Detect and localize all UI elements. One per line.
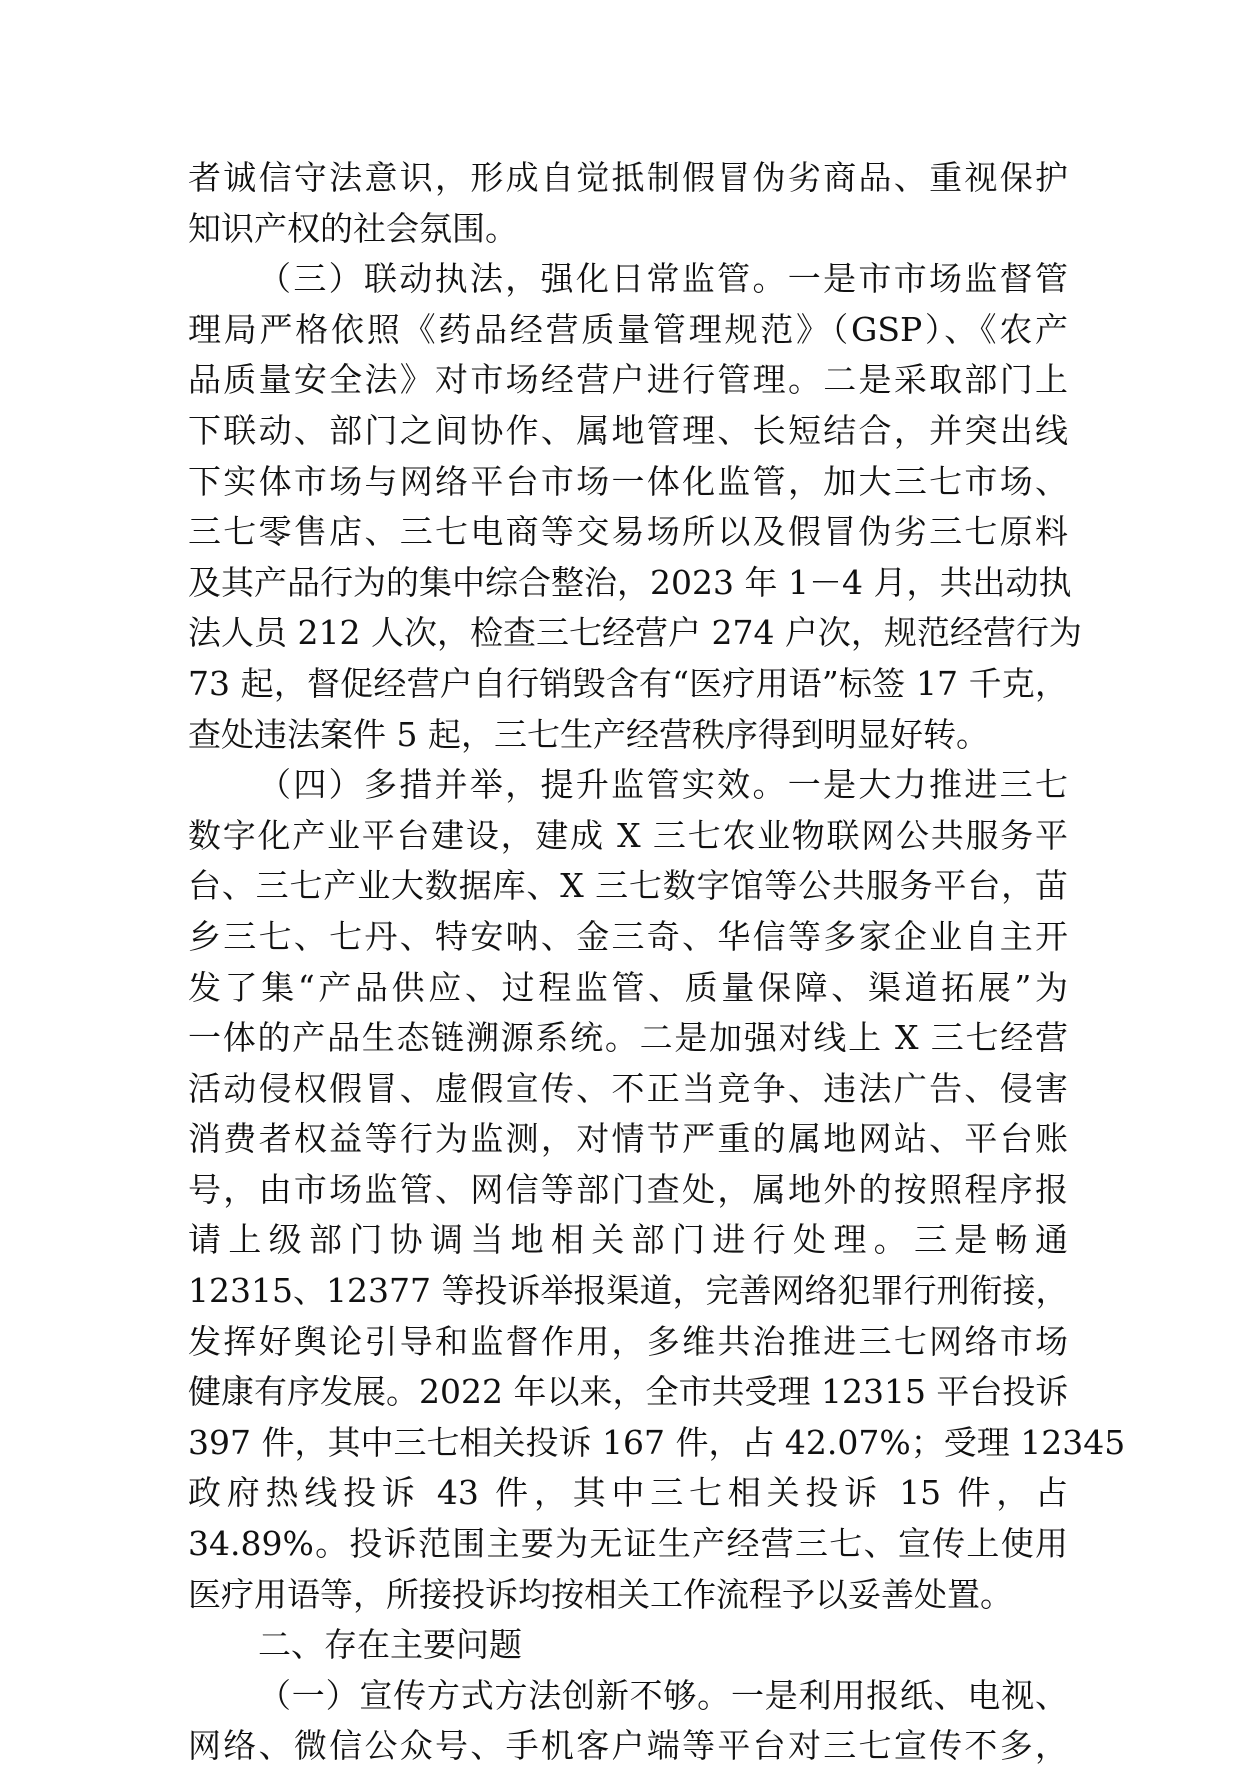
text-line: 健康有序发展。2022 年以来，全市共受理 12315 平台投诉 <box>188 1372 1069 1412</box>
text-line: 理局严格依照《药品经营质量管理规范》（GSP）、《农产 <box>188 309 1068 349</box>
text-line: 台、三七产业大数据库、X 三七数字馆等公共服务平台，苗 <box>188 866 1068 906</box>
text-line: 号，由市场监管、网信等部门查处，属地外的按照程序报 <box>188 1169 1068 1209</box>
text-line: 乡三七、七丹、特安呐、金三奇、华信等多家企业自主开 <box>188 916 1068 956</box>
chapter-heading: 二、存在主要问题 <box>258 1625 522 1665</box>
section-heading-3: （三）联动执法，强化日常监管。一是市市场监督管 <box>258 259 1068 299</box>
text-line: 下实体市场与网络平台市场一体化监管，加大三七市场、 <box>188 461 1068 501</box>
text-line: 一体的产品生态链溯源系统。二是加强对线上 X 三七经营 <box>188 1018 1068 1058</box>
text-line: 73 起，督促经营户自行销毁含有“医疗用语”标签 17 千克， <box>188 663 1068 703</box>
text-line: 请上级部门协调当地相关部门进行处理。三是畅通 <box>188 1220 1068 1260</box>
text-line: 34.89%。投诉范围主要为无证生产经营三七、宣传上使用 <box>188 1524 1068 1564</box>
text-line: 医疗用语等，所接投诉均按相关工作流程予以妥善处置。 <box>188 1574 1013 1614</box>
body-text <box>188 153 1126 1772</box>
text-line: 政府热线投诉 43 件，其中三七相关投诉 15 件，占 <box>188 1473 1068 1513</box>
text-line: 查处违法案件 5 起，三七生产经营秩序得到明显好转。 <box>188 714 989 754</box>
text-line: 网络、微信公众号、手机客户端等平台对三七宣传不多， <box>188 1726 1068 1766</box>
section-heading-4: （四）多措并举，提升监管实效。一是大力推进三七 <box>258 765 1068 805</box>
text-line: 品质量安全法》对市场经营户进行管理。二是采取部门上 <box>188 360 1068 400</box>
text-line: 消费者权益等行为监测，对情节严重的属地网站、平台账 <box>188 1119 1068 1159</box>
text-line: 发了集“产品供应、过程监管、质量保障、渠道拓展”为 <box>188 967 1068 1007</box>
text-line: 发挥好舆论引导和监督作用，多维共治推进三七网络市场 <box>188 1321 1068 1361</box>
text-line: 活动侵权假冒、虚假宣传、不正当竞争、违法广告、侵害 <box>188 1068 1068 1108</box>
text-line: 法人员 212 人次，检查三七经营户 274 户次，规范经营行为 <box>188 613 1082 653</box>
section-heading-1: （一）宣传方式方法创新不够。一是利用报纸、电视、 <box>258 1675 1068 1715</box>
text-line: 知识产权的社会氛围。 <box>188 208 518 248</box>
text-line: 数字化产业平台建设，建成 X 三七农业物联网公共服务平 <box>188 815 1068 855</box>
text-line: 及其产品行为的集中综合整治，2023 年 1－4 月，共出动执 <box>188 562 1072 602</box>
text-line: 者诚信守法意识，形成自觉抵制假冒伪劣商品、重视保护 <box>188 158 1068 197</box>
text-line: 下联动、部门之间协作、属地管理、长短结合，并突出线 <box>188 410 1068 450</box>
text-line: 397 件，其中三七相关投诉 167 件，占 42.07%；受理 12345 <box>188 1422 1126 1462</box>
text-line: 三七零售店、三七电商等交易场所以及假冒伪劣三七原料 <box>188 512 1068 552</box>
text-line: 12315、12377 等投诉举报渠道，完善网络犯罪行刑衔接， <box>188 1271 1069 1311</box>
